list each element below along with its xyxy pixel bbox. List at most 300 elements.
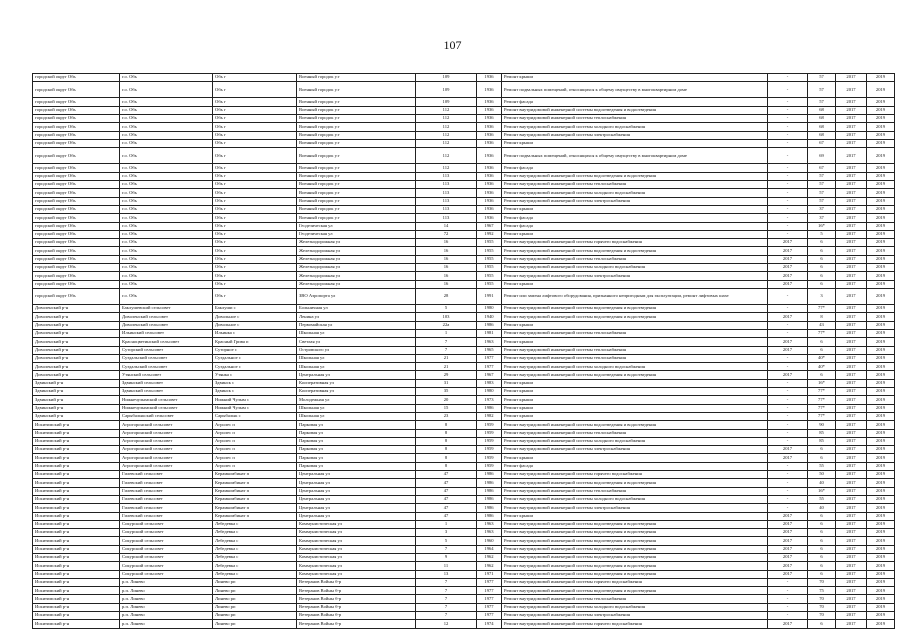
category-cell: - xyxy=(768,172,808,180)
street-cell: Центральная ул xyxy=(297,479,416,487)
start-year-cell: 2017 xyxy=(836,379,867,387)
settlement-type-cell: Гилевский сельсовет xyxy=(120,512,213,520)
category-cell: - xyxy=(768,321,808,329)
settlement-type-cell: Сокурский сельсовет xyxy=(120,529,213,537)
table-row xyxy=(33,82,895,98)
start-year-cell: 2017 xyxy=(836,98,867,106)
end-year-cell: 2019 xyxy=(867,454,895,462)
table-row xyxy=(33,578,895,586)
category-cell: - xyxy=(768,139,808,147)
cost-cell: 16* xyxy=(808,222,836,230)
house-cell: 12 xyxy=(416,620,477,628)
work-type-cell: Ремонт внутридомовой инженерной системы горячего водоснабжения xyxy=(502,471,768,479)
year-built-cell: 1936 xyxy=(477,123,502,131)
year-built-cell: 1955 xyxy=(477,247,502,255)
start-year-cell: 2017 xyxy=(836,404,867,412)
street-cell: Ленина ул xyxy=(297,313,416,321)
end-year-cell: 2019 xyxy=(867,98,895,106)
end-year-cell: 2019 xyxy=(867,338,895,346)
end-year-cell: 2019 xyxy=(867,115,895,123)
street-cell: Школьная ул xyxy=(297,363,416,371)
work-type-cell: Ремонт крыши xyxy=(502,454,768,462)
work-type-cell: Ремонт внутридомовой инженерной системы водоотведения и водоотведения xyxy=(502,479,768,487)
cost-cell: 68 xyxy=(808,115,836,123)
start-year-cell: 2017 xyxy=(836,189,867,197)
cost-cell: 5 xyxy=(808,230,836,238)
end-year-cell: 2019 xyxy=(867,189,895,197)
work-type-cell: Ремонт внутридомовой инженерной системы водоотведения и водоотведения xyxy=(502,529,768,537)
settlement-type-cell: г.о. Обь xyxy=(120,106,213,114)
year-built-cell: 1962 xyxy=(477,554,502,562)
work-type-cell: Ремонт фасада xyxy=(502,214,768,222)
settlement-cell: Агролес п xyxy=(213,446,297,454)
cost-cell: 6 xyxy=(808,272,836,280)
settlement-cell: Суздальное с xyxy=(213,354,297,362)
cost-cell: 3 xyxy=(808,288,836,304)
cost-cell: 43 xyxy=(808,321,836,329)
cost-cell: 6 xyxy=(808,554,836,562)
settlement-cell: Агролес п xyxy=(213,462,297,470)
table-row xyxy=(33,404,895,412)
category-cell: - xyxy=(768,354,808,362)
settlement-cell: Суторное с xyxy=(213,346,297,354)
start-year-cell: 2017 xyxy=(836,437,867,445)
table-row xyxy=(33,454,895,462)
cost-cell: 57 xyxy=(808,98,836,106)
category-cell: - xyxy=(768,504,808,512)
table-row xyxy=(33,612,895,620)
end-year-cell: 2019 xyxy=(867,446,895,454)
category-cell: 2017 xyxy=(768,446,808,454)
municipality-cell: городской округ Обь xyxy=(33,172,120,180)
category-cell: - xyxy=(768,578,808,586)
end-year-cell: 2019 xyxy=(867,545,895,553)
table-row xyxy=(33,371,895,379)
settlement-type-cell: Агрогоронский сельсовет xyxy=(120,446,213,454)
table-row xyxy=(33,587,895,595)
municipality-cell: Здвинский р-н xyxy=(33,388,120,396)
settlement-cell: Агролес п xyxy=(213,421,297,429)
start-year-cell: 2017 xyxy=(836,139,867,147)
street-cell: Центральная ул xyxy=(297,512,416,520)
street-cell: Военный городок у.т xyxy=(297,164,416,172)
house-cell: 7 xyxy=(416,545,477,553)
settlement-type-cell: г.о. Обь xyxy=(120,280,213,288)
settlement-type-cell: Суторский сельсовет xyxy=(120,346,213,354)
house-cell: 5 xyxy=(416,305,477,313)
cost-cell: 67 xyxy=(808,164,836,172)
settlement-cell: Обь г xyxy=(213,272,297,280)
table-row xyxy=(33,321,895,329)
settlement-cell: Обь г xyxy=(213,264,297,272)
municipality-cell: городской округ Обь xyxy=(33,74,120,82)
work-type-cell: Ремонт крыши xyxy=(502,379,768,387)
settlement-cell: Линево рп xyxy=(213,595,297,603)
settlement-type-cell: г.о. Обь xyxy=(120,181,213,189)
category-cell: - xyxy=(768,106,808,114)
end-year-cell: 2019 xyxy=(867,462,895,470)
street-cell: Центральная ул xyxy=(297,371,416,379)
municipality-cell: Искитимский р-н xyxy=(33,454,120,462)
table-row xyxy=(33,131,895,139)
work-type-cell: Ремонт внутридомовой инженерной системы водоотведения и водоотведения xyxy=(502,554,768,562)
settlement-cell: Обь г xyxy=(213,214,297,222)
municipality-cell: Доволенский р-н xyxy=(33,363,120,371)
cost-cell: 85 xyxy=(808,429,836,437)
cost-cell: 6 xyxy=(808,454,836,462)
category-cell: - xyxy=(768,595,808,603)
settlement-cell: Нижний Чулым с xyxy=(213,396,297,404)
house-cell: 35 xyxy=(416,388,477,396)
table-row xyxy=(33,545,895,553)
settlement-cell: Керамкомбинат п xyxy=(213,512,297,520)
settlement-cell: Ильинка с xyxy=(213,329,297,337)
settlement-cell: Здвинск с xyxy=(213,379,297,387)
work-type-cell: Ремонт подвальных помещений, относящихся к общему имуществу в многоквартирном доме xyxy=(502,148,768,164)
street-cell: Ветеранов Войны б-р xyxy=(297,620,416,628)
settlement-cell: Обь г xyxy=(213,255,297,263)
start-year-cell: 2017 xyxy=(836,172,867,180)
category-cell: - xyxy=(768,471,808,479)
settlement-cell: Сарыбалык с xyxy=(213,412,297,420)
start-year-cell: 2017 xyxy=(836,603,867,611)
year-built-cell: 1977 xyxy=(477,603,502,611)
category-cell: 2017 xyxy=(768,620,808,628)
start-year-cell: 2017 xyxy=(836,570,867,578)
municipality-cell: Доволенский р-н xyxy=(33,354,120,362)
settlement-type-cell: г.о. Обь xyxy=(120,239,213,247)
category-cell: 2017 xyxy=(768,454,808,462)
table-row xyxy=(33,412,895,420)
street-cell: Железнодорожная ул xyxy=(297,264,416,272)
street-cell: Центральная ул xyxy=(297,504,416,512)
street-cell: Ветеранов Войны б-р xyxy=(297,578,416,586)
house-cell: 9 xyxy=(416,554,477,562)
house-cell: 112 xyxy=(416,106,477,114)
end-year-cell: 2019 xyxy=(867,479,895,487)
house-cell: 21 xyxy=(416,363,477,371)
start-year-cell: 2017 xyxy=(836,222,867,230)
house-cell: 14 xyxy=(416,222,477,230)
category-cell: - xyxy=(768,412,808,420)
category-cell: - xyxy=(768,329,808,337)
table-row xyxy=(33,603,895,611)
settlement-type-cell: Сокурский сельсовет xyxy=(120,570,213,578)
municipality-cell: Искитимский р-н xyxy=(33,554,120,562)
house-cell: 113 xyxy=(416,197,477,205)
street-cell: Кооперативная ул xyxy=(297,388,416,396)
work-type-cell: Ремонт внутридомовой инженерной системы водоотведения и водоотведения xyxy=(502,520,768,528)
category-cell: - xyxy=(768,214,808,222)
cost-cell: 68 xyxy=(808,106,836,114)
street-cell: Коммунистическая ул xyxy=(297,529,416,537)
house-cell: 20 xyxy=(416,396,477,404)
end-year-cell: 2019 xyxy=(867,520,895,528)
municipality-cell: Искитимский р-н xyxy=(33,495,120,503)
category-cell: - xyxy=(768,363,808,371)
settlement-type-cell: г.о. Обь xyxy=(120,214,213,222)
end-year-cell: 2019 xyxy=(867,379,895,387)
table-row xyxy=(33,305,895,313)
street-cell: Парковая ул xyxy=(297,454,416,462)
cost-cell: 6 xyxy=(808,371,836,379)
house-cell: 16 xyxy=(416,272,477,280)
cost-cell: 6 xyxy=(808,520,836,528)
year-built-cell: 1986 xyxy=(477,487,502,495)
work-type-cell: Ремонт крыши xyxy=(502,396,768,404)
end-year-cell: 2019 xyxy=(867,587,895,595)
table-row xyxy=(33,98,895,106)
settlement-cell: Обь г xyxy=(213,230,297,238)
work-type-cell: Ремонт внутридомовой инженерной системы электроснабжения xyxy=(502,504,768,512)
cost-cell: 55 xyxy=(808,495,836,503)
cost-cell: 40* xyxy=(808,363,836,371)
work-type-cell: Ремонт внутридомовой инженерной системы водоотведения и водоотведения xyxy=(502,106,768,114)
table-row xyxy=(33,222,895,230)
house-cell: 23 xyxy=(416,412,477,420)
municipality-cell: Искитимский р-н xyxy=(33,462,120,470)
municipality-cell: Доволенский р-н xyxy=(33,313,120,321)
table-row xyxy=(33,479,895,487)
cost-cell: 77* xyxy=(808,329,836,337)
settlement-cell: Обь г xyxy=(213,82,297,98)
municipality-cell: городской округ Обь xyxy=(33,131,120,139)
cost-cell: 57 xyxy=(808,172,836,180)
year-built-cell: 1992 xyxy=(477,230,502,238)
work-type-cell: Ремонт фасада xyxy=(502,164,768,172)
street-cell: Молодежная ул xyxy=(297,396,416,404)
year-built-cell: 1955 xyxy=(477,255,502,263)
table-row xyxy=(33,205,895,213)
cost-cell: 6 xyxy=(808,280,836,288)
work-type-cell: Ремонт крыши xyxy=(502,280,768,288)
table-row xyxy=(33,462,895,470)
municipality-cell: Доволенский р-н xyxy=(33,321,120,329)
end-year-cell: 2019 xyxy=(867,222,895,230)
table-row xyxy=(33,106,895,114)
start-year-cell: 2017 xyxy=(836,495,867,503)
house-cell: 29 xyxy=(416,371,477,379)
municipality-cell: городской округ Обь xyxy=(33,139,120,147)
end-year-cell: 2019 xyxy=(867,139,895,147)
year-built-cell: 1959 xyxy=(477,462,502,470)
end-year-cell: 2019 xyxy=(867,288,895,304)
settlement-type-cell: Гилевский сельсовет xyxy=(120,495,213,503)
category-cell: - xyxy=(768,164,808,172)
work-type-cell: Ремонт внутридомовой инженерной системы холодного водоснабжения xyxy=(502,264,768,272)
settlement-type-cell: р.п. Линево xyxy=(120,595,213,603)
start-year-cell: 2017 xyxy=(836,354,867,362)
category-cell: 2017 xyxy=(768,554,808,562)
settlement-cell: Керамкомбинат п xyxy=(213,487,297,495)
category-cell: - xyxy=(768,479,808,487)
start-year-cell: 2017 xyxy=(836,554,867,562)
work-type-cell: Ремонт внутридомовой инженерной системы горячего водоснабжения xyxy=(502,239,768,247)
category-cell: - xyxy=(768,305,808,313)
house-cell: 109 xyxy=(416,82,477,98)
start-year-cell: 2017 xyxy=(836,74,867,82)
end-year-cell: 2019 xyxy=(867,305,895,313)
end-year-cell: 2019 xyxy=(867,595,895,603)
year-built-cell: 1936 xyxy=(477,164,502,172)
street-cell: Парковая ул xyxy=(297,462,416,470)
end-year-cell: 2019 xyxy=(867,123,895,131)
street-cell: Военный городок у.т xyxy=(297,189,416,197)
municipality-cell: Искитимский р-н xyxy=(33,504,120,512)
work-type-cell: Ремонт крыши xyxy=(502,404,768,412)
municipality-cell: Искитимский р-н xyxy=(33,429,120,437)
cost-cell: 69 xyxy=(808,148,836,164)
municipality-cell: городской округ Обь xyxy=(33,148,120,164)
cost-cell: 6 xyxy=(808,264,836,272)
house-cell: 113 xyxy=(416,189,477,197)
year-built-cell: 1936 xyxy=(477,197,502,205)
work-type-cell: Ремонт внутридомовой инженерной системы теплоснабжения xyxy=(502,354,768,362)
category-cell: - xyxy=(768,396,808,404)
settlement-cell: Здвинск с xyxy=(213,388,297,396)
municipality-cell: Здвинский р-н xyxy=(33,412,120,420)
street-cell: Ветеранов Войны б-р xyxy=(297,603,416,611)
year-built-cell: 1982 xyxy=(477,412,502,420)
settlement-cell: Линево рп xyxy=(213,603,297,611)
category-cell: - xyxy=(768,123,808,131)
year-built-cell: 1959 xyxy=(477,454,502,462)
table-row xyxy=(33,354,895,362)
end-year-cell: 2019 xyxy=(867,329,895,337)
house-cell: 8 xyxy=(416,437,477,445)
street-cell: Железнодорожная ул xyxy=(297,272,416,280)
cost-cell: 6 xyxy=(808,247,836,255)
start-year-cell: 2017 xyxy=(836,462,867,470)
table-row xyxy=(33,329,895,337)
settlement-cell: Лебедевка с xyxy=(213,562,297,570)
year-built-cell: 1986 xyxy=(477,512,502,520)
cost-cell: 70 xyxy=(808,612,836,620)
cost-cell: 68 xyxy=(808,131,836,139)
cost-cell: 57 xyxy=(808,181,836,189)
cost-cell: 6 xyxy=(808,545,836,553)
house-cell: 28 xyxy=(416,288,477,304)
settlement-cell: Обь г xyxy=(213,123,297,131)
repair-schedule-table xyxy=(32,73,895,629)
work-type-cell: Ремонт крыши xyxy=(502,338,768,346)
cost-cell: 6 xyxy=(808,537,836,545)
category-cell: - xyxy=(768,288,808,304)
house-cell: 8 xyxy=(416,446,477,454)
municipality-cell: городской округ Обь xyxy=(33,247,120,255)
house-cell: 1 xyxy=(416,520,477,528)
work-type-cell: Ремонт внутридомовой инженерной системы электроснабжения xyxy=(502,131,768,139)
category-cell: 2017 xyxy=(768,570,808,578)
settlement-cell: Лебедевка с xyxy=(213,537,297,545)
street-cell: Коммунистическая ул xyxy=(297,520,416,528)
category-cell: - xyxy=(768,421,808,429)
cost-cell: 77* xyxy=(808,412,836,420)
category-cell: - xyxy=(768,230,808,238)
category-cell: - xyxy=(768,495,808,503)
settlement-cell: Керамкомбинат п xyxy=(213,471,297,479)
end-year-cell: 2019 xyxy=(867,239,895,247)
municipality-cell: Искитимский р-н xyxy=(33,437,120,445)
table-row xyxy=(33,471,895,479)
street-cell: Военный городок у.т xyxy=(297,74,416,82)
start-year-cell: 2017 xyxy=(836,595,867,603)
settlement-cell: Обь г xyxy=(213,247,297,255)
table-row xyxy=(33,520,895,528)
year-built-cell: 1980 xyxy=(477,388,502,396)
municipality-cell: городской округ Обь xyxy=(33,106,120,114)
start-year-cell: 2017 xyxy=(836,487,867,495)
cost-cell: 8 xyxy=(808,313,836,321)
year-built-cell: 1977 xyxy=(477,595,502,603)
work-type-cell: Ремонт внутридомовой инженерной системы теплоснабжения xyxy=(502,329,768,337)
table-row xyxy=(33,363,895,371)
house-cell: 15 xyxy=(416,404,477,412)
house-cell: 113 xyxy=(416,181,477,189)
street-cell: Военный городок у.т xyxy=(297,148,416,164)
end-year-cell: 2019 xyxy=(867,537,895,545)
start-year-cell: 2017 xyxy=(836,471,867,479)
start-year-cell: 2017 xyxy=(836,504,867,512)
work-type-cell: Ремонт внутридомовой инженерной системы теплоснабжения xyxy=(502,181,768,189)
settlement-type-cell: Нижнечулымский сельсовет xyxy=(120,396,213,404)
settlement-type-cell: Баклушевский сельсовет xyxy=(120,305,213,313)
settlement-type-cell: Гилевский сельсовет xyxy=(120,487,213,495)
work-type-cell: Ремонт внутридомовой инженерной системы водоотведения и водоотведения xyxy=(502,313,768,321)
settlement-type-cell: р.п. Линево xyxy=(120,612,213,620)
page-number: 107 xyxy=(443,38,462,52)
category-cell: - xyxy=(768,115,808,123)
settlement-cell: Лебедевка с xyxy=(213,570,297,578)
table-row xyxy=(33,495,895,503)
municipality-cell: городской округ Обь xyxy=(33,264,120,272)
year-built-cell: 1977 xyxy=(477,612,502,620)
cost-cell: 37 xyxy=(808,214,836,222)
house-cell: 7 xyxy=(416,587,477,595)
house-cell: 31 xyxy=(416,379,477,387)
settlement-cell: Обь г xyxy=(213,288,297,304)
municipality-cell: городской округ Обь xyxy=(33,222,120,230)
street-cell: Коммунистическая ул xyxy=(297,537,416,545)
year-built-cell: 1986 xyxy=(477,504,502,512)
start-year-cell: 2017 xyxy=(836,205,867,213)
cost-cell: 85 xyxy=(808,437,836,445)
year-built-cell: 1955 xyxy=(477,280,502,288)
municipality-cell: Искитимский р-н xyxy=(33,562,120,570)
start-year-cell: 2017 xyxy=(836,214,867,222)
category-cell: - xyxy=(768,148,808,164)
work-type-cell: Ремонт внутридомовой инженерной системы водоотведения и водоотведения xyxy=(502,421,768,429)
year-built-cell: 1986 xyxy=(477,404,502,412)
municipality-cell: Искитимский р-н xyxy=(33,446,120,454)
end-year-cell: 2019 xyxy=(867,82,895,98)
municipality-cell: Искитимский р-н xyxy=(33,421,120,429)
settlement-cell: Агролес п xyxy=(213,454,297,462)
municipality-cell: Доволенский р-н xyxy=(33,305,120,313)
work-type-cell: Ремонт внутридомовой инженерной системы водоотведения и водоотведения xyxy=(502,545,768,553)
municipality-cell: городской округ Обь xyxy=(33,288,120,304)
cost-cell: 40* xyxy=(808,354,836,362)
start-year-cell: 2017 xyxy=(836,578,867,586)
table-row xyxy=(33,313,895,321)
settlement-type-cell: г.о. Обь xyxy=(120,197,213,205)
year-built-cell: 1967 xyxy=(477,222,502,230)
start-year-cell: 2017 xyxy=(836,612,867,620)
end-year-cell: 2019 xyxy=(867,205,895,213)
settlement-type-cell: Агрогоронский сельсовет xyxy=(120,462,213,470)
work-type-cell: Ремонт внутридомовой инженерной системы водоотведения и водоотведения xyxy=(502,587,768,595)
settlement-cell: Линево рп xyxy=(213,620,297,628)
